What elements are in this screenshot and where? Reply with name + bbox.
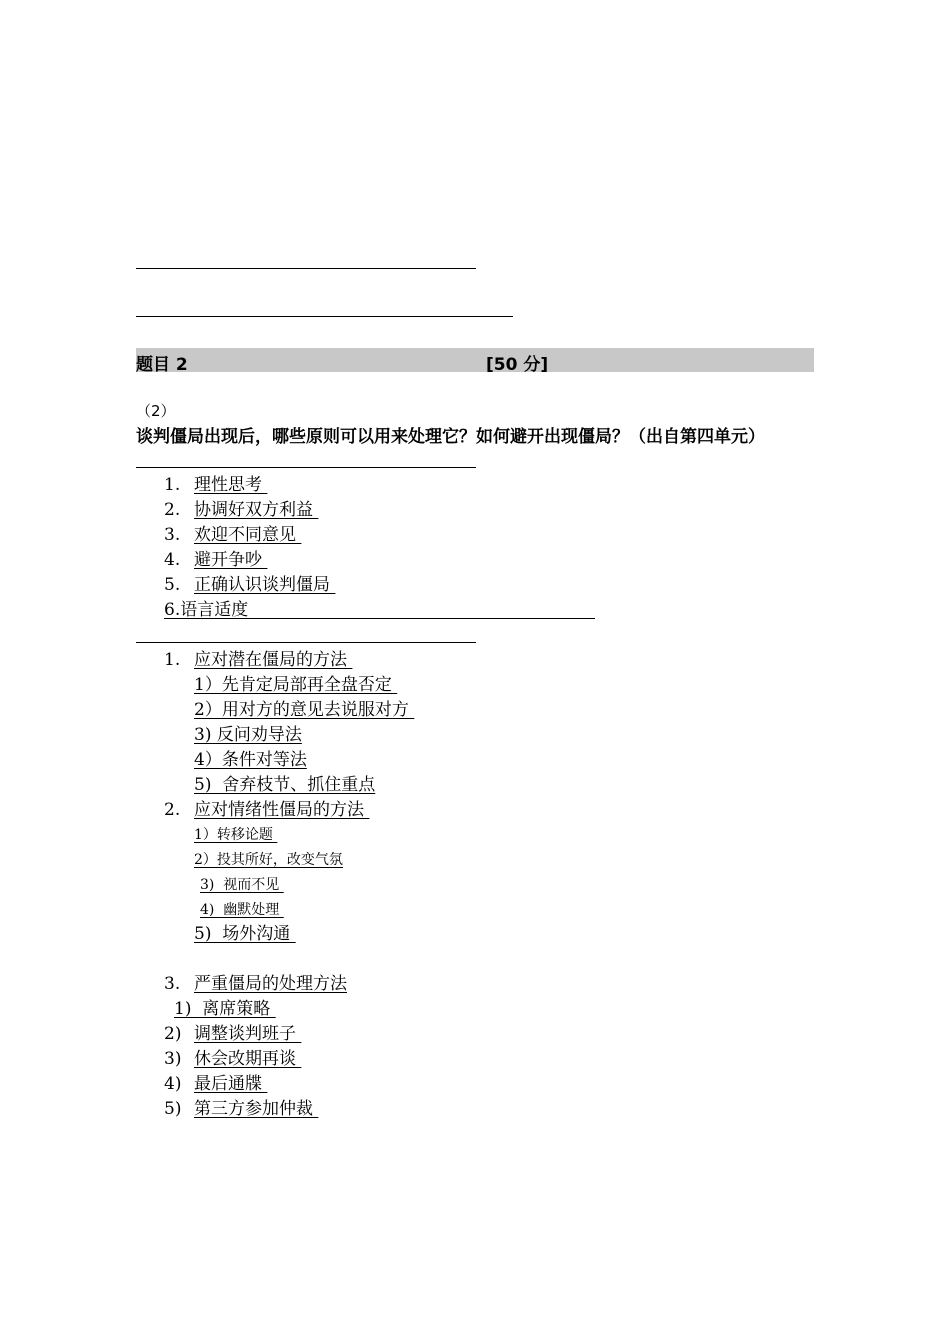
principle6-underline (164, 618, 595, 619)
question-body: 谈判僵局出现后，哪些原则可以用来处理它？如何避开出现僵局？（出自第四单元） (136, 427, 765, 447)
question-score: [50 分] (486, 355, 549, 375)
blank-line-1 (136, 268, 476, 269)
question-prefix: （2） (136, 402, 176, 420)
question-text (136, 398, 816, 476)
question-header (136, 348, 814, 375)
blank-line-3 (136, 642, 476, 643)
answer-blank (136, 451, 476, 468)
blank-line-2 (136, 316, 513, 317)
question-title: 题目 2 (136, 355, 188, 375)
